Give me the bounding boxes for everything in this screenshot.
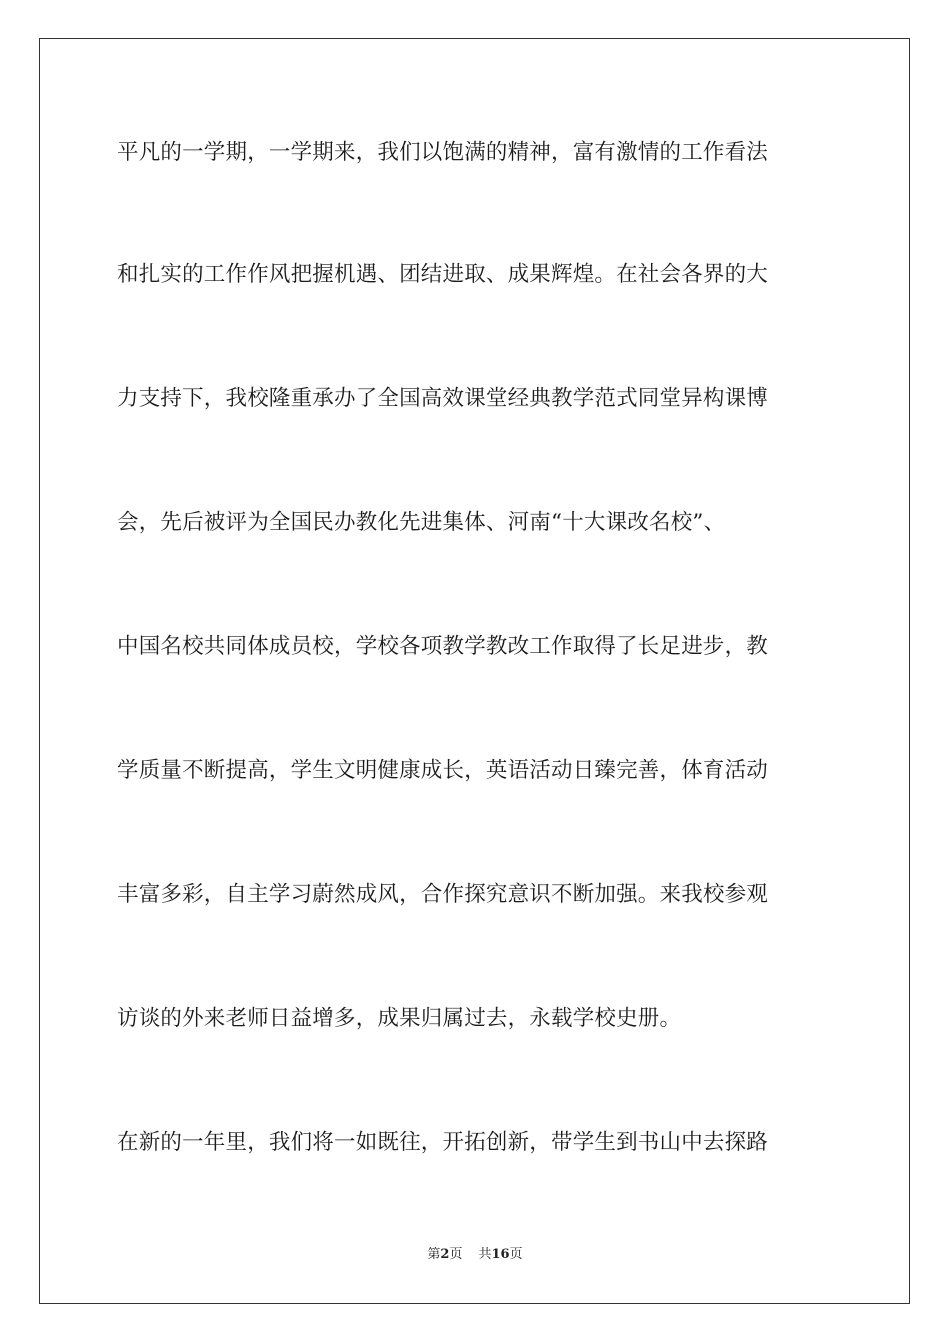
body-text-line-8: 访谈的外来老师日益增多，成果归属过去，永载学校史册。 <box>117 1006 682 1031</box>
total-pages: 16 <box>491 1247 510 1262</box>
total-label-suffix: 页 <box>509 1247 523 1262</box>
body-text-line-2: 和扎实的工作作风把握机遇、团结进取、成果辉煌。在社会各界的大 <box>117 262 769 287</box>
body-text-line-1: 平凡的一学期，一学期来，我们以饱满的精神，富有激情的工作看法 <box>117 140 769 165</box>
body-text-line-4: 会，先后被评为全国民办教化先进集体、河南“十大课改名校”、 <box>117 510 726 535</box>
page-number: 2 <box>440 1247 450 1262</box>
body-text-line-7: 丰富多彩，自主学习蔚然成风，合作探究意识不断加强。来我校参观 <box>117 882 769 907</box>
body-text-line-5: 中国名校共同体成员校，学校各项教学教改工作取得了长足进步，教 <box>117 634 769 659</box>
total-label-prefix: 共 <box>478 1247 492 1262</box>
body-text-line-3: 力支持下，我校隆重承办了全国高效课堂经典教学范式同堂异构课博 <box>117 386 769 411</box>
body-text-line-9: 在新的一年里，我们将一如既往，开拓创新，带学生到书山中去探路 <box>117 1130 769 1155</box>
page-frame <box>39 38 910 1304</box>
page-label-suffix: 页 <box>449 1247 463 1262</box>
body-text-line-6: 学质量不断提高，学生文明健康成长，英语活动日臻完善，体育活动 <box>117 758 769 783</box>
page-footer <box>0 1246 950 1264</box>
page-label-prefix: 第 <box>427 1247 441 1262</box>
